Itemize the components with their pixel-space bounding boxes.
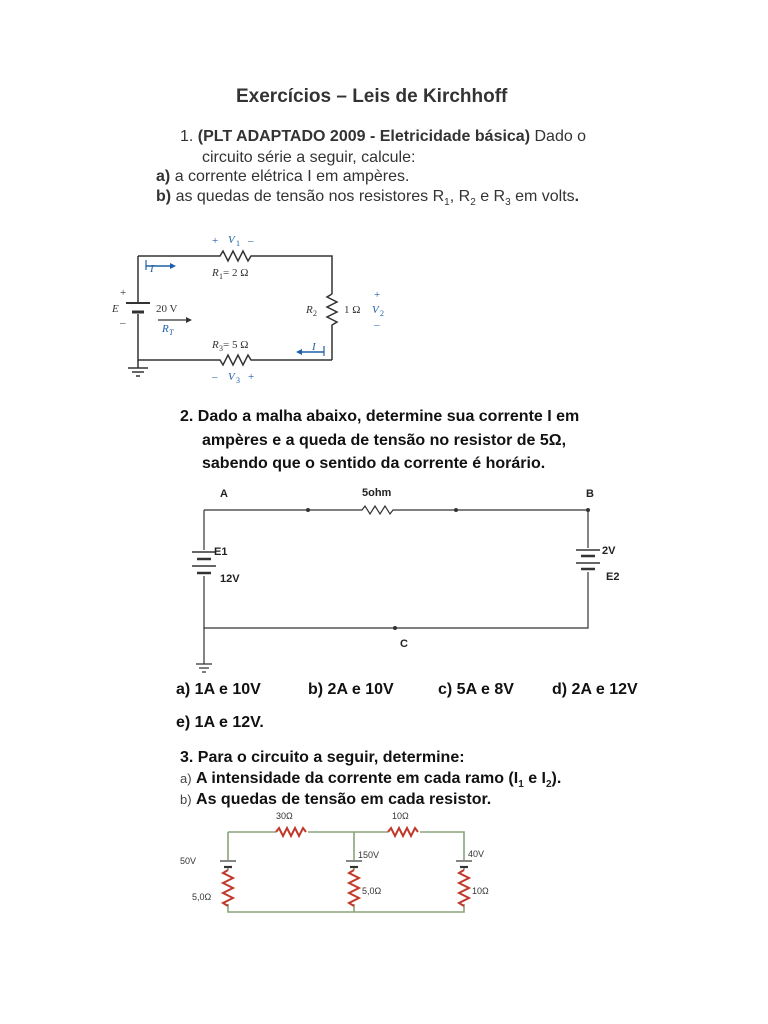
q1-source: (PLT ADAPTADO 2009 - Eletricidade básica) — [197, 128, 531, 145]
q1-item-a — [156, 168, 409, 186]
c1-r3: R — [212, 339, 219, 351]
q2-option-d: d) 2A e 12V — [552, 681, 638, 698]
q2-text-1: Dado a malha abaixo, determine sua corrente I em — [197, 408, 580, 425]
c1-v2: V — [372, 304, 379, 316]
c1-v2-minus: – — [374, 319, 380, 331]
c3-r-right: 10Ω — [472, 886, 489, 896]
q3-line1 — [180, 749, 465, 767]
q1-intro-b: circuito série a seguir, calcule: — [202, 149, 416, 166]
q3-b-label: b) — [180, 792, 192, 807]
q1-b-sep1: , R — [449, 188, 471, 205]
c1-v3-minus: – — [212, 371, 218, 383]
q2-number: 2. — [180, 408, 194, 425]
c2-node-b: B — [586, 488, 594, 500]
q3-intro: Para o circuito a seguir, determine: — [197, 749, 465, 766]
c2-node-c: C — [400, 638, 408, 650]
c1-v3-sub: 3 — [236, 376, 240, 385]
q3-a-sub2: 2 — [545, 779, 552, 791]
c1-rt: R — [162, 323, 169, 335]
c1-v3: V — [228, 371, 235, 383]
q3-a-sub1: 1 — [518, 779, 524, 791]
q1-b-text-1: as quedas de tensão nos resistores R — [175, 188, 445, 205]
c2-node-a: A — [220, 488, 228, 500]
c3-r-top2: 10Ω — [392, 811, 409, 821]
q2-option-e: e) 1A e 12V. — [176, 714, 264, 731]
q1-a-label: a) — [156, 168, 171, 185]
q3-item-b — [180, 791, 491, 809]
c2-e2: E2 — [606, 571, 620, 583]
q2-line1 — [180, 408, 579, 426]
c1-r2: R — [306, 304, 313, 316]
c2-e1-value: 12V — [220, 573, 240, 585]
c1-e: E — [112, 303, 119, 315]
c1-current-bottom: I — [312, 341, 316, 353]
c1-v1: V — [228, 234, 235, 246]
c1-e-minus: – — [120, 317, 126, 329]
c1-r1: R — [212, 267, 219, 279]
circuit-2-diagram — [190, 482, 620, 672]
q1-b-sep2: e R — [475, 188, 506, 205]
c1-current-top: I — [150, 263, 154, 275]
q1-b-sub1: 1 — [444, 197, 450, 209]
q2-text-2: ampères e a queda de tensão no resistor de 5Ω, — [202, 432, 567, 449]
q1-b-end: . — [574, 188, 580, 205]
c1-v1-minus: – — [248, 235, 254, 247]
c1-source: 20 V — [156, 303, 178, 315]
q2-text-3: sabendo que o sentido da corrente é horário. — [202, 455, 546, 472]
c1-r1-val: = 2 Ω — [223, 267, 249, 279]
q1-a-text: a corrente elétrica I em ampères. — [174, 168, 410, 185]
c1-r1-sub: 1 — [219, 272, 223, 281]
c1-v2-plus: + — [374, 289, 381, 301]
c3-r-top1: 30Ω — [276, 811, 293, 821]
c1-v3-plus: + — [248, 371, 255, 383]
q3-a-end: ). — [551, 770, 562, 787]
q1-b-text-2: em volts — [510, 188, 575, 205]
q2-option-b: b) 2A e 10V — [308, 681, 394, 698]
c1-r3-val: = 5 Ω — [223, 339, 249, 351]
c1-e-plus: + — [120, 287, 127, 299]
q3-a-mid: e I — [523, 770, 546, 787]
c3-v-right: 40V — [468, 849, 485, 859]
c1-v1-sub: 1 — [236, 239, 240, 248]
c1-r2-val: 1 Ω — [344, 304, 361, 316]
q2-option-a: a) 1A e 10V — [176, 681, 261, 698]
q1-intro-a: Dado o — [534, 128, 587, 145]
q3-b-text: As quedas de tensão em cada resistor. — [196, 791, 492, 808]
c1-v2-sub: 2 — [380, 309, 384, 318]
circuit-3-diagram — [176, 808, 506, 918]
c1-v1-plus: + — [212, 235, 219, 247]
q2-option-c: c) 5A e 8V — [438, 681, 514, 698]
q3-number: 3. — [180, 749, 194, 766]
c1-r3-sub: 3 — [219, 344, 223, 353]
page-title: Exercícios – Leis de Kirchhoff — [236, 86, 508, 107]
circuit-1-diagram — [108, 228, 398, 388]
q1-number: 1. — [180, 128, 194, 145]
c1-r2-sub: 2 — [313, 309, 317, 318]
c2-e2-value: 2V — [602, 545, 616, 557]
q3-a-text-1: A intensidade da corrente em cada ramo (I — [196, 770, 519, 787]
q1-b-sub2: 2 — [470, 197, 476, 209]
q1-line1 — [180, 128, 586, 146]
q3-a-label: a) — [180, 771, 192, 786]
c3-r-left: 5,0Ω — [192, 892, 212, 902]
q1-b-label: b) — [156, 188, 172, 205]
c2-e1: E1 — [214, 546, 228, 558]
c3-v-mid: 150V — [358, 850, 380, 860]
c2-resistor-label: 5ohm — [362, 487, 392, 499]
c3-r-mid: 5,0Ω — [362, 886, 382, 896]
c3-v-left: 50V — [180, 856, 197, 866]
q3-item-a — [180, 770, 561, 790]
q1-item-b — [156, 188, 579, 208]
q1-b-sub3: 3 — [505, 197, 511, 209]
c1-rt-sub: T — [169, 328, 174, 337]
